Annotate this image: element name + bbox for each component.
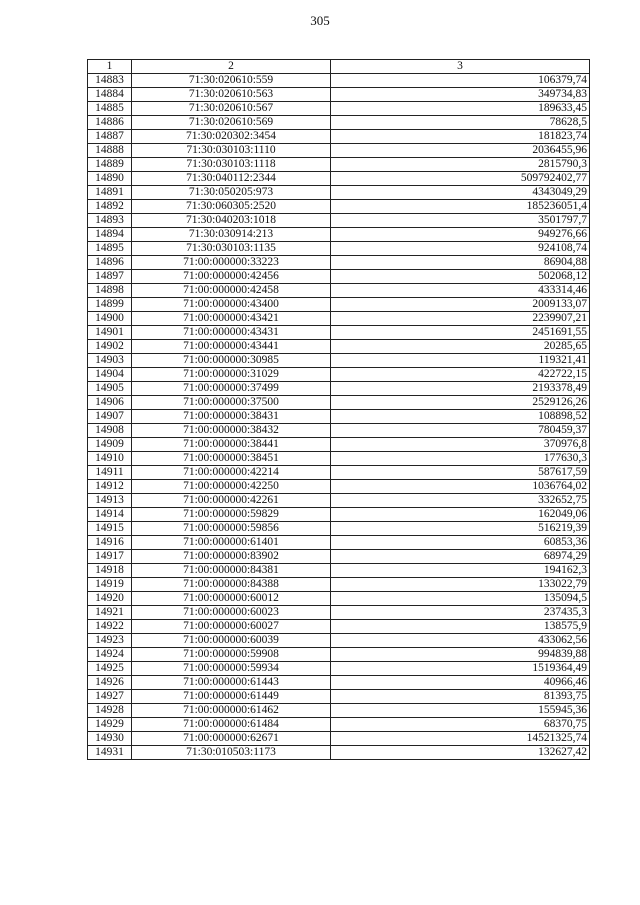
row-index-cell: 14898 [88,284,132,298]
cadastral-number-cell: 71:00:000000:61401 [132,536,331,550]
cadastral-number-cell: 71:00:000000:38431 [132,410,331,424]
row-index-cell: 14922 [88,620,132,634]
table-row [88,340,590,354]
value-cell: 40966,46 [331,676,590,690]
cadastral-number-cell: 71:00:000000:38432 [132,424,331,438]
value-cell: 81393,75 [331,690,590,704]
cadastral-number-cell: 71:00:000000:84388 [132,578,331,592]
value-cell: 516219,39 [331,522,590,536]
table-row [88,158,590,172]
row-index-cell: 14903 [88,354,132,368]
row-index-cell: 14897 [88,270,132,284]
row-index-cell: 14914 [88,508,132,522]
value-cell: 502068,12 [331,270,590,284]
table-row [88,718,590,732]
row-index-cell: 14909 [88,438,132,452]
table-row [88,494,590,508]
registry-table [87,59,590,760]
cadastral-number-cell: 71:00:000000:42214 [132,466,331,480]
value-cell: 185236051,4 [331,200,590,214]
row-index-cell: 14889 [88,158,132,172]
value-cell: 587617,59 [331,466,590,480]
value-cell: 60853,36 [331,536,590,550]
value-cell: 509792402,77 [331,172,590,186]
table-row [88,438,590,452]
table-row [88,536,590,550]
value-cell: 332652,75 [331,494,590,508]
table-row [88,102,590,116]
cadastral-number-cell: 71:30:020610:569 [132,116,331,130]
cadastral-number-cell: 71:00:000000:43421 [132,312,331,326]
table-row [88,424,590,438]
row-index-cell: 14896 [88,256,132,270]
value-cell: 133022,79 [331,578,590,592]
value-cell: 433314,46 [331,284,590,298]
cadastral-number-cell: 71:00:000000:42458 [132,284,331,298]
cadastral-number-cell: 71:30:030103:1135 [132,242,331,256]
value-cell: 78628,5 [331,116,590,130]
value-cell: 119321,41 [331,354,590,368]
table-row [88,130,590,144]
cadastral-number-cell: 71:00:000000:33223 [132,256,331,270]
cadastral-number-cell: 71:00:000000:61449 [132,690,331,704]
row-index-cell: 14900 [88,312,132,326]
table-row [88,634,590,648]
row-index-cell: 14883 [88,74,132,88]
value-cell: 135094,5 [331,592,590,606]
row-index-cell: 14928 [88,704,132,718]
value-cell: 433062,56 [331,634,590,648]
cadastral-number-cell: 71:30:020610:567 [132,102,331,116]
row-index-cell: 14929 [88,718,132,732]
header-row [88,60,590,74]
cadastral-number-cell: 71:30:010503:1173 [132,746,331,760]
table-row [88,508,590,522]
value-cell: 949276,66 [331,228,590,242]
table-row [88,452,590,466]
cadastral-number-cell: 71:00:000000:38451 [132,452,331,466]
table-row [88,186,590,200]
row-index-cell: 14905 [88,382,132,396]
cadastral-number-cell: 71:30:030103:1110 [132,144,331,158]
row-index-cell: 14921 [88,606,132,620]
cadastral-number-cell: 71:30:020610:563 [132,88,331,102]
row-index-cell: 14910 [88,452,132,466]
cadastral-number-cell: 71:30:020302:3454 [132,130,331,144]
value-cell: 422722,15 [331,368,590,382]
cadastral-number-cell: 71:00:000000:59829 [132,508,331,522]
cadastral-number-cell: 71:00:000000:31029 [132,368,331,382]
row-index-cell: 14925 [88,662,132,676]
cadastral-number-cell: 71:00:000000:37500 [132,396,331,410]
cadastral-number-cell: 71:00:000000:42261 [132,494,331,508]
table-row [88,592,590,606]
value-cell: 177630,3 [331,452,590,466]
row-index-cell: 14906 [88,396,132,410]
cadastral-number-cell: 71:00:000000:62671 [132,732,331,746]
table-row [88,662,590,676]
value-cell: 14521325,74 [331,732,590,746]
row-index-cell: 14902 [88,340,132,354]
cadastral-number-cell: 71:00:000000:43400 [132,298,331,312]
cadastral-number-cell: 71:00:000000:61484 [132,718,331,732]
header-col-2: 2 [132,60,331,74]
cadastral-number-cell: 71:00:000000:38441 [132,438,331,452]
table-row [88,116,590,130]
value-cell: 1519364,49 [331,662,590,676]
table-row [88,172,590,186]
cadastral-number-cell: 71:00:000000:61462 [132,704,331,718]
row-index-cell: 14901 [88,326,132,340]
row-index-cell: 14913 [88,494,132,508]
table-row [88,522,590,536]
table-row [88,704,590,718]
row-index-cell: 14920 [88,592,132,606]
row-index-cell: 14890 [88,172,132,186]
value-cell: 2451691,55 [331,326,590,340]
value-cell: 181823,74 [331,130,590,144]
cadastral-number-cell: 71:00:000000:61443 [132,676,331,690]
value-cell: 2529126,26 [331,396,590,410]
table-row [88,298,590,312]
row-index-cell: 14888 [88,144,132,158]
table-row [88,228,590,242]
cadastral-number-cell: 71:00:000000:42250 [132,480,331,494]
header-col-3: 3 [331,60,590,74]
table-row [88,466,590,480]
table-row [88,746,590,760]
table-row [88,368,590,382]
table-row [88,676,590,690]
table-row [88,732,590,746]
cadastral-number-cell: 71:30:060305:2520 [132,200,331,214]
value-cell: 20285,65 [331,340,590,354]
table-row [88,270,590,284]
value-cell: 106379,74 [331,74,590,88]
table-header [88,60,590,74]
cadastral-number-cell: 71:00:000000:59908 [132,648,331,662]
value-cell: 68974,29 [331,550,590,564]
table-row [88,550,590,564]
row-index-cell: 14924 [88,648,132,662]
value-cell: 138575,9 [331,620,590,634]
cadastral-number-cell: 71:00:000000:59934 [132,662,331,676]
cadastral-number-cell: 71:30:030914:213 [132,228,331,242]
value-cell: 994839,88 [331,648,590,662]
row-index-cell: 14918 [88,564,132,578]
value-cell: 155945,36 [331,704,590,718]
value-cell: 3501797,7 [331,214,590,228]
value-cell: 86904,88 [331,256,590,270]
row-index-cell: 14884 [88,88,132,102]
row-index-cell: 14908 [88,424,132,438]
cadastral-number-cell: 71:00:000000:60023 [132,606,331,620]
cadastral-number-cell: 71:30:040112:2344 [132,172,331,186]
value-cell: 780459,37 [331,424,590,438]
table-row [88,200,590,214]
value-cell: 68370,75 [331,718,590,732]
table-row [88,354,590,368]
table-row [88,284,590,298]
table-row [88,74,590,88]
header-col-1: 1 [88,60,132,74]
cadastral-number-cell: 71:00:000000:30985 [132,354,331,368]
row-index-cell: 14912 [88,480,132,494]
row-index-cell: 14886 [88,116,132,130]
row-index-cell: 14923 [88,634,132,648]
value-cell: 2009133,07 [331,298,590,312]
row-index-cell: 14887 [88,130,132,144]
value-cell: 370976,8 [331,438,590,452]
table-row [88,480,590,494]
row-index-cell: 14930 [88,732,132,746]
value-cell: 349734,83 [331,88,590,102]
table-row [88,620,590,634]
cadastral-number-cell: 71:30:020610:559 [132,74,331,88]
row-index-cell: 14927 [88,690,132,704]
value-cell: 2036455,96 [331,144,590,158]
row-index-cell: 14907 [88,410,132,424]
row-index-cell: 14931 [88,746,132,760]
cadastral-number-cell: 71:00:000000:83902 [132,550,331,564]
row-index-cell: 14894 [88,228,132,242]
value-cell: 4343049,29 [331,186,590,200]
table-row [88,606,590,620]
row-index-cell: 14916 [88,536,132,550]
row-index-cell: 14899 [88,298,132,312]
row-index-cell: 14885 [88,102,132,116]
cadastral-number-cell: 71:00:000000:60012 [132,592,331,606]
table-row [88,214,590,228]
value-cell: 162049,06 [331,508,590,522]
cadastral-number-cell: 71:00:000000:37499 [132,382,331,396]
cadastral-number-cell: 71:00:000000:60039 [132,634,331,648]
value-cell: 132627,42 [331,746,590,760]
row-index-cell: 14915 [88,522,132,536]
table-row [88,648,590,662]
table-row [88,396,590,410]
table-row [88,256,590,270]
table-row [88,326,590,340]
table-row [88,88,590,102]
row-index-cell: 14904 [88,368,132,382]
cadastral-number-cell: 71:30:030103:1118 [132,158,331,172]
table-row [88,410,590,424]
row-index-cell: 14917 [88,550,132,564]
row-index-cell: 14895 [88,242,132,256]
table-body [88,74,590,760]
value-cell: 194162,3 [331,564,590,578]
cadastral-number-cell: 71:30:040203:1018 [132,214,331,228]
table-row [88,242,590,256]
value-cell: 2815790,3 [331,158,590,172]
table-row [88,578,590,592]
table-row [88,564,590,578]
value-cell: 108898,52 [331,410,590,424]
cadastral-number-cell: 71:30:050205:973 [132,186,331,200]
value-cell: 1036764,02 [331,480,590,494]
row-index-cell: 14893 [88,214,132,228]
cadastral-number-cell: 71:00:000000:84381 [132,564,331,578]
table-row [88,690,590,704]
cadastral-number-cell: 71:00:000000:60027 [132,620,331,634]
table-row [88,382,590,396]
cadastral-number-cell: 71:00:000000:43441 [132,340,331,354]
cadastral-number-cell: 71:00:000000:42456 [132,270,331,284]
row-index-cell: 14911 [88,466,132,480]
row-index-cell: 14919 [88,578,132,592]
cadastral-number-cell: 71:00:000000:59856 [132,522,331,536]
value-cell: 237435,3 [331,606,590,620]
value-cell: 2193378,49 [331,382,590,396]
table-row [88,144,590,158]
page-number: 305 [310,13,330,28]
cadastral-number-cell: 71:00:000000:43431 [132,326,331,340]
value-cell: 924108,74 [331,242,590,256]
row-index-cell: 14892 [88,200,132,214]
row-index-cell: 14926 [88,676,132,690]
value-cell: 189633,45 [331,102,590,116]
value-cell: 2239907,21 [331,312,590,326]
table-row [88,312,590,326]
row-index-cell: 14891 [88,186,132,200]
